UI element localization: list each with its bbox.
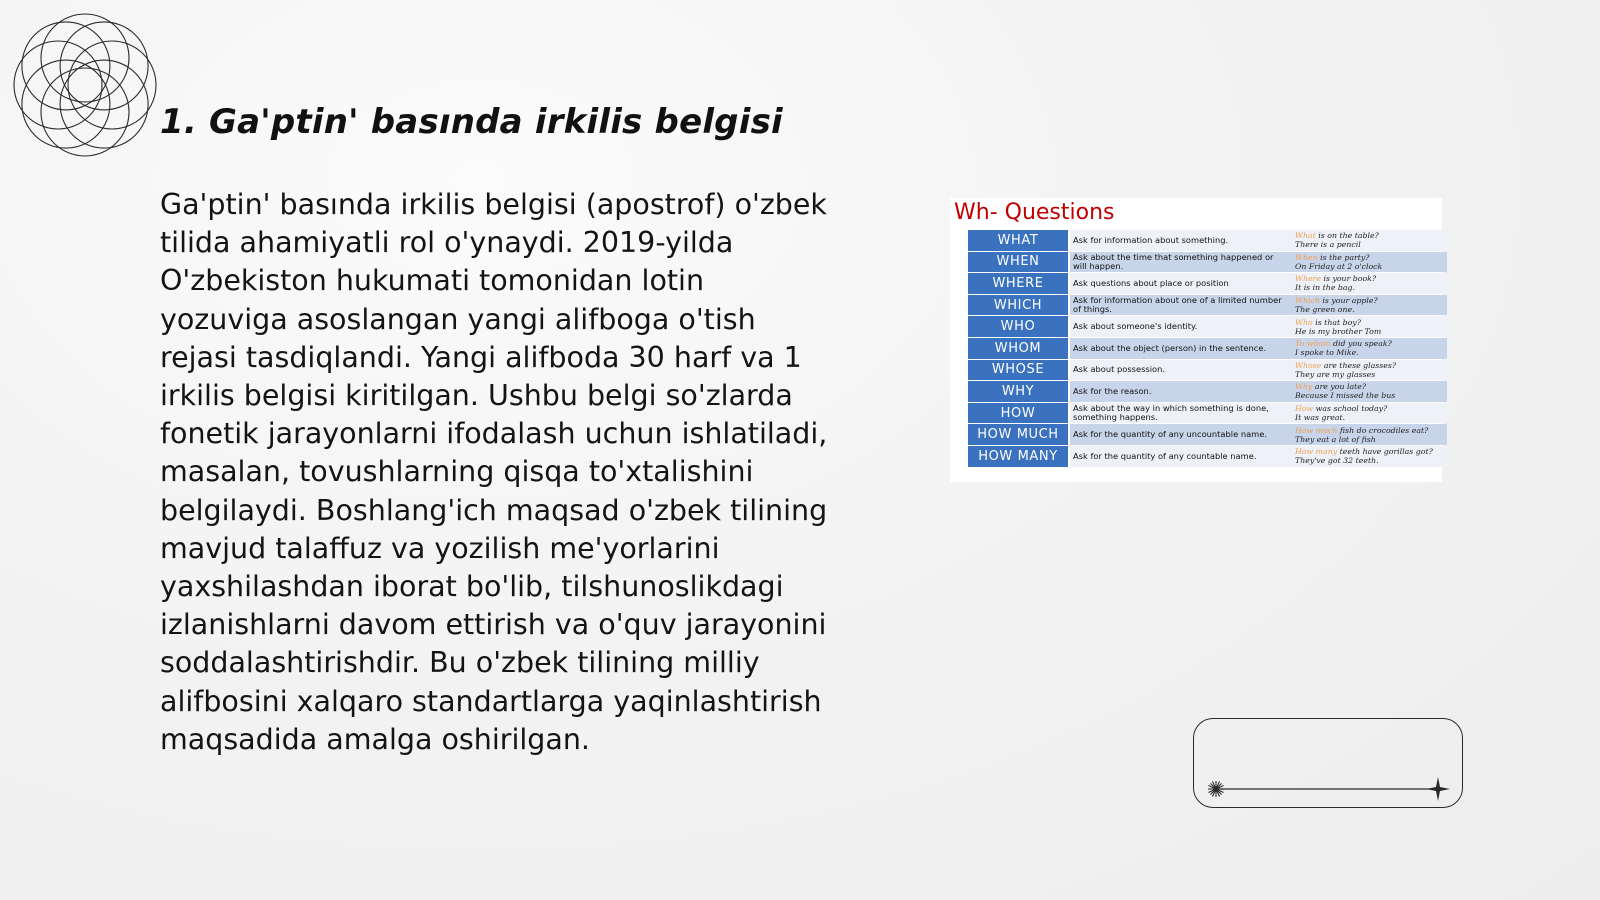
wh-example-answer: They are my glasses [1295, 369, 1376, 379]
wh-example-question-word: How many [1295, 447, 1338, 457]
wh-example-cell [1287, 295, 1447, 316]
wh-description-cell: Ask questions about place or position [1070, 273, 1287, 294]
wh-example-question-rest: fish do crocodiles eat? [1337, 425, 1429, 435]
wh-word-cell: HOW [968, 403, 1070, 424]
wh-word-cell: HOW MUCH [968, 424, 1070, 445]
wh-example-question [1295, 447, 1447, 456]
wh-example-question [1295, 426, 1447, 435]
wh-example-answer: It is in the bag. [1295, 283, 1356, 293]
wh-example-answer: Because I missed the bus [1295, 391, 1396, 401]
wh-example-cell [1287, 316, 1447, 337]
rosette-ornament-icon [10, 10, 160, 160]
wh-example-question-word: To whom [1295, 339, 1331, 349]
wh-example-answer: They've got 32 teeth. [1295, 456, 1379, 466]
wh-example-question-rest: is your apple? [1319, 296, 1378, 306]
wh-questions-table [968, 229, 1447, 468]
wh-questions-image [950, 198, 1442, 482]
wh-example-question-rest: is on the table? [1315, 231, 1379, 241]
wh-example-question-word: How [1295, 404, 1314, 414]
wh-example-question [1295, 274, 1447, 283]
wh-example-question-word: Who [1295, 317, 1313, 327]
wh-example-question-word: Which [1295, 296, 1320, 306]
wh-example-question-rest: was school today? [1313, 404, 1388, 414]
wh-word-cell: WHY [968, 381, 1070, 402]
wh-example-answer: It was great. [1295, 413, 1346, 423]
wh-example-question-word: Why [1295, 382, 1313, 392]
wh-row [968, 381, 1447, 402]
wh-example-answer: He is my brother Tom [1295, 326, 1382, 336]
wh-word-cell: WHERE [968, 273, 1070, 294]
wh-example-cell [1287, 360, 1447, 381]
wh-example-answer: On Friday at 2 o'clock [1295, 261, 1383, 271]
wh-description-cell: Ask about someone's identity. [1070, 316, 1287, 337]
wh-word-cell: WHOSE [968, 360, 1070, 381]
wh-word-cell: WHICH [968, 295, 1070, 316]
wh-row [968, 360, 1447, 381]
wh-description-cell: Ask for information about one of a limited number of things. [1070, 295, 1287, 316]
wh-description-cell: Ask about the time that something happened or will happen. [1070, 252, 1287, 273]
wh-example-question-rest: is your book? [1321, 274, 1377, 284]
wh-description-cell: Ask for information about something. [1070, 230, 1287, 251]
wh-example-question-rest: is that boy? [1312, 317, 1361, 327]
wh-example-cell [1287, 424, 1447, 445]
wh-row [968, 338, 1447, 359]
wh-example-question-rest: did you speak? [1330, 339, 1392, 349]
wh-row [968, 295, 1447, 316]
wh-example-cell [1287, 252, 1447, 273]
wh-word-cell: HOW MANY [968, 446, 1070, 467]
wh-row [968, 403, 1447, 424]
wh-example-question [1295, 296, 1447, 305]
wh-example-question-rest: teeth have gorillas got? [1337, 447, 1433, 457]
wh-example-cell [1287, 230, 1447, 251]
wh-example-question-rest: is the party? [1317, 252, 1370, 262]
wh-example-cell [1287, 381, 1447, 402]
wh-example-question-rest: are these glasses? [1321, 360, 1397, 370]
wh-description-cell: Ask about the way in which something is done, something happens. [1070, 403, 1287, 424]
wh-row [968, 446, 1447, 467]
wh-example-cell [1287, 403, 1447, 424]
wh-row [968, 424, 1447, 445]
wh-example-question [1295, 382, 1447, 391]
wh-example-question-word: What [1295, 231, 1316, 241]
wh-description-cell: Ask for the quantity of any countable name. [1070, 446, 1287, 467]
wh-example-question [1295, 231, 1447, 240]
wh-row [968, 230, 1447, 251]
slide-body-text: Ga'ptin' basında irkilis belgisi (apostrof) o'zbek tilida ahamiyatli rol o'ynaydi. 2019-yilda O'zbekiston hukumati tomonidan lotin yozuviga asoslangan yangi alifboga o'tish rejasi tasdiqlandi. Yangi alifboda 30 harf va 1 irkilis belgisi kiritilgan. Ushbu belgi so'zlarda fonetik jarayonlarni ifodalash uchun ishlatiladi, masalan, tovushlarning qisqa to'xtalishini belgilaydi. Boshlang'ich maqsad o'zbek tilining mavjud talaffuz va yozilish me'yorlarini yaxshilashdan iborat bo'lib, tilshunoslikdagi izlanishlarni davom ettirish va o'quv jarayonini soddalashtirishdir. Bu o'zbek tilining milliy alifbosini xalqaro standartlarga yaqinlashtirish maqsadida amalga oshirilgan. [160, 188, 828, 756]
wh-word-cell: WHO [968, 316, 1070, 337]
wh-example-cell [1287, 338, 1447, 359]
wh-example-answer: There is a pencil [1295, 240, 1361, 250]
wh-example-question-word: When [1295, 252, 1318, 262]
wh-example-question [1295, 339, 1447, 348]
wh-example-answer: They eat a lot of fish [1295, 434, 1376, 444]
wh-row [968, 316, 1447, 337]
wh-example-cell [1287, 446, 1447, 467]
wh-description-cell: Ask for the reason. [1070, 381, 1287, 402]
wh-example-question [1295, 361, 1447, 370]
wh-example-answer: I spoke to Mike. [1295, 348, 1359, 358]
wh-questions-title: Wh- Questions [954, 200, 1115, 225]
wh-row [968, 252, 1447, 273]
wh-description-cell: Ask about possession. [1070, 360, 1287, 381]
wh-word-cell: WHOM [968, 338, 1070, 359]
wh-example-question [1295, 404, 1447, 413]
slide-title: 1. Ga'ptin' basında irkilis belgisi [160, 102, 783, 142]
star-line-icon [1208, 776, 1452, 802]
wh-example-question-rest: are you late? [1312, 382, 1367, 392]
wh-row [968, 273, 1447, 294]
wh-example-question-word: How much [1295, 425, 1338, 435]
wh-example-answer: The green one. [1295, 305, 1355, 315]
wh-description-cell: Ask for the quantity of any uncountable name. [1070, 424, 1287, 445]
wh-example-question [1295, 318, 1447, 327]
wh-example-cell [1287, 273, 1447, 294]
wh-word-cell: WHEN [968, 252, 1070, 273]
wh-example-question [1295, 253, 1447, 262]
wh-word-cell: WHAT [968, 230, 1070, 251]
wh-description-cell: Ask about the object (person) in the sentence. [1070, 338, 1287, 359]
wh-example-question-word: Where [1295, 274, 1321, 284]
wh-example-question-word: Whose [1295, 360, 1322, 370]
